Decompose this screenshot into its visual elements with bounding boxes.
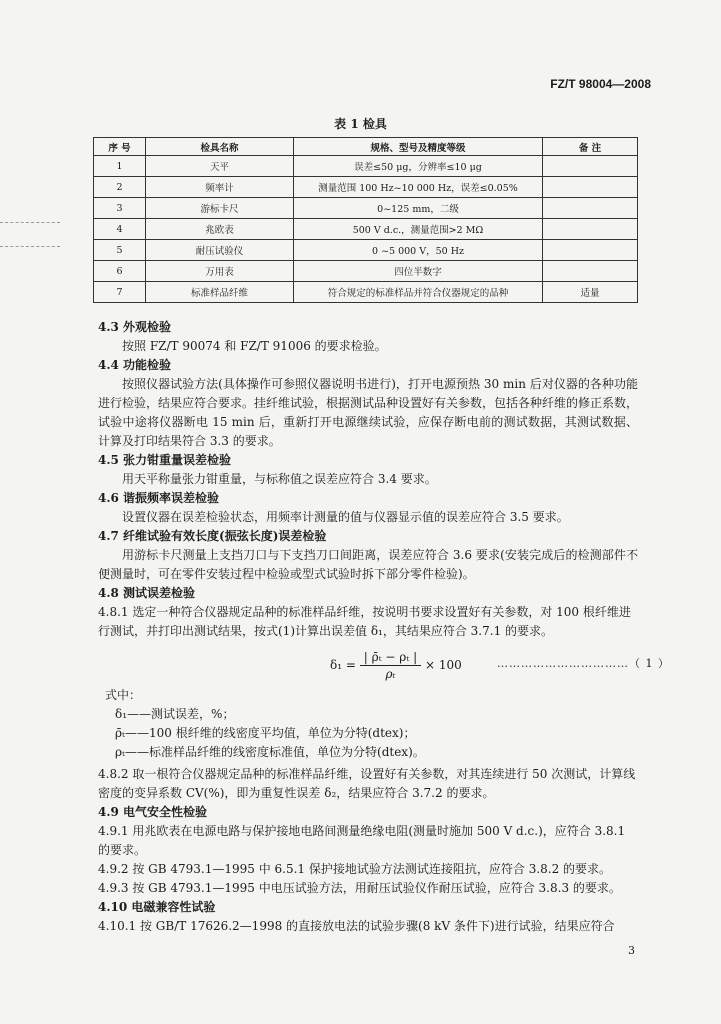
table-cell [543,177,638,198]
section-heading: 4.10 电磁兼容性试验 [98,900,216,914]
definition: ρₜ——标准样品纤维的线密度标准值，单位为分特(dtex)。 [115,745,425,759]
table-cell [543,198,638,219]
section-heading: 4.5 张力钳重量误差检验 [98,453,232,467]
table-cell: 误差≤50 μg，分辨率≤10 μg [294,156,543,177]
table-cell [543,156,638,177]
table-row [94,261,638,282]
table-cell: 符合规定的标准样品并符合仪器规定的品种 [294,282,543,303]
equation-factor: × 100 [425,658,462,672]
table-cell: 兆欧表 [146,219,294,240]
inspection-tools-table [93,137,638,303]
paragraph: 4.9.3 按 GB 4793.1—1995 中电压试验方法，用耐压试验仪作耐压试验，应符合 3.8.3 的要求。 [98,881,621,895]
table-cell: 4 [94,219,146,240]
table-caption: 表 1 检具 [334,117,387,131]
table-cell: 天平 [146,156,294,177]
table-row [94,156,638,177]
page-number: 3 [628,944,635,957]
table-header-row [94,138,638,156]
section-heading: 4.3 外观检验 [98,320,172,334]
table-row [94,282,638,303]
table-header: 备 注 [543,138,638,156]
table-cell: 2 [94,177,146,198]
paragraph: 设置仪器在误差检验状态，用频率计测量的值与仪器显示值的误差应符合 3.5 要求。 [122,510,569,524]
section-heading: 4.4 功能检验 [98,358,172,372]
table-row [94,240,638,261]
table-cell: 1 [94,156,146,177]
paragraph: 4.8.2 取一根符合仪器规定品种的标准样品纤维，设置好有关参数，对其连续进行 50 次测试，计算线密度的变异系数 CV(%)，即为重复性误差 δ₂，结果应符合 3.7.2 的要求。 [98,767,636,800]
equation-denominator: ρₜ [385,667,396,681]
definition: δ₁——测试误差，%； [115,707,235,721]
margin-mark [0,222,60,223]
table-cell [543,261,638,282]
equation-number: ……………………………（ 1 ） [497,657,670,670]
table-header: 序 号 [94,138,146,156]
equation-lhs: δ₁ = [330,658,356,672]
paragraph: 4.10.1 按 GB/T 17626.2—1998 的直接放电法的试验步骤(8 kV 条件下)进行试验，结果应符合 [98,919,615,933]
table-cell: 标准样品纤维 [146,282,294,303]
table-cell: 耐压试验仪 [146,240,294,261]
section-heading: 4.6 谐振频率误差检验 [98,491,220,505]
table-header: 规格、型号及精度等级 [294,138,543,156]
table-cell: 万用表 [146,261,294,282]
margin-mark [0,246,60,247]
table-cell: 0~125 mm，二级 [294,198,543,219]
table-cell: 频率计 [146,177,294,198]
table-cell: 6 [94,261,146,282]
table-cell: 5 [94,240,146,261]
paragraph: 按照 FZ/T 90074 和 FZ/T 91006 的要求检验。 [122,339,387,353]
table-row [94,198,638,219]
paragraph: 4.8.1 选定一种符合仪器规定品种的标准样品纤维，按说明书要求设置好有关参数，对 100 根纤维进行测试，并打印出测试结果，按式(1)计算出误差值 δ₁，其结果应符合 3.7.1 的要求。 [98,605,631,638]
equation [330,650,462,681]
where-label: 式中： [105,688,142,702]
table-cell: 游标卡尺 [146,198,294,219]
table-cell [543,240,638,261]
section-heading: 4.9 电气安全性检验 [98,805,208,819]
table-cell [543,219,638,240]
paragraph: 4.9.1 用兆欧表在电源电路与保护接地电路间测量绝缘电阻(测量时施加 500 V d.c.)，应符合 3.8.1 的要求。 [98,824,626,857]
table-cell: 0 ~5 000 V，50 Hz [294,240,543,261]
table-cell: 500 V d.c.，测量范围>2 MΩ [294,219,543,240]
paragraph: 4.9.2 按 GB 4793.1—1995 中 6.5.1 保护接地试验方法测试连接阻抗，应符合 3.8.2 的要求。 [98,862,612,876]
definition: ρ̄ₜ——100 根纤维的线密度平均值，单位为分特(dtex)； [115,726,416,740]
paragraph: 按照仪器试验方法(具体操作可参照仪器说明书进行)，打开电源预热 30 min 后对仪器的各种功能进行检验，结果应符合要求。挂纤维试验，根据测试品种设置好有关参数，包括各种纤维的修正系数，试验中途将仪器断电 15 min 后，重新打开电源继续试验，应保存断电前的测试数据，其测试数据、计算及打印结果符合 3.3 的要求。 [98,377,639,448]
table-header: 检具名称 [146,138,294,156]
table-cell: 适量 [543,282,638,303]
equation-numerator: | ρ̄ₜ − ρₜ | [360,650,421,666]
paragraph: 用游标卡尺测量上支挡刀口与下支挡刀口间距离，误差应符合 3.6 要求(安装完成后的检测部件不便测量时，可在零件安装过程中检验或型式试验时拆下部分零件检验)。 [98,548,638,581]
section-heading: 4.7 纤维试验有效长度(振弦长度)误差检验 [98,529,327,543]
section-heading: 4.8 测试误差检验 [98,586,196,600]
table-cell: 测量范围 100 Hz~10 000 Hz，误差≤0.05% [294,177,543,198]
table-cell: 3 [94,198,146,219]
equation-fraction [360,650,421,681]
table-cell: 四位半数字 [294,261,543,282]
paragraph: 用天平称量张力钳重量，与标称值之误差应符合 3.4 要求。 [122,472,437,486]
table-row [94,177,638,198]
table-cell: 7 [94,282,146,303]
standard-code: FZ/T 98004—2008 [550,77,651,91]
table-row [94,219,638,240]
